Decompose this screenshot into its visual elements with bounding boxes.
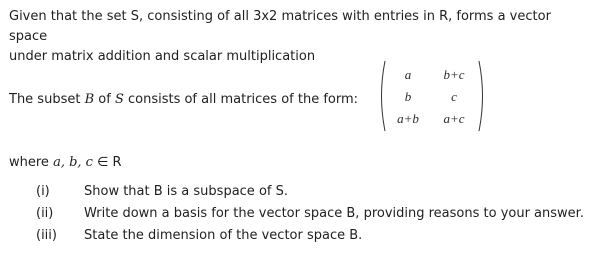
where-clause — [9, 153, 122, 173]
subset-text-before: The subset — [9, 92, 85, 107]
subset-text-after: consists of all matrices of the form: — [123, 92, 359, 107]
where-suffix: ∈ R — [92, 155, 122, 170]
list-item — [36, 181, 584, 203]
where-prefix: where — [9, 155, 54, 170]
part-number: (i) — [36, 184, 50, 199]
intro-paragraph — [9, 7, 584, 67]
list-item — [36, 225, 584, 247]
subset-text-mid: of — [94, 92, 115, 107]
part-number: (ii) — [36, 206, 54, 221]
part-text: Write down a basis for the vector space B, providing reasons to your answer. — [84, 206, 584, 221]
part-number: (iii) — [36, 228, 57, 243]
intro-line-1: Given that the set S, consisting of all 3x2 matrices with entries in R, forms a vector space — [9, 9, 551, 44]
matrix-cell-r2-c1: b — [404, 89, 412, 104]
matrix-form — [377, 60, 489, 132]
part-text: Show that B is a subspace of S. — [84, 184, 288, 199]
list-item — [36, 203, 584, 225]
matrix-cell-r2-c2: c — [451, 89, 457, 104]
right-parenthesis — [477, 60, 487, 132]
where-vars: a, b, c — [53, 155, 93, 170]
matrix-cell-r3-c2: a+c — [443, 111, 465, 126]
subset-var-s: S — [114, 92, 124, 107]
matrix-cell-r3-c1: a+b — [397, 111, 419, 126]
subset-description — [9, 90, 358, 110]
intro-line-2: under matrix addition and scalar multiplication — [9, 49, 316, 64]
subset-var-b: B — [84, 92, 95, 107]
part-text: State the dimension of the vector space B. — [84, 228, 363, 243]
matrix-cell-r1-c1: a — [404, 67, 412, 82]
question-parts — [36, 181, 584, 247]
matrix-cell-r1-c2: b+c — [443, 67, 465, 82]
